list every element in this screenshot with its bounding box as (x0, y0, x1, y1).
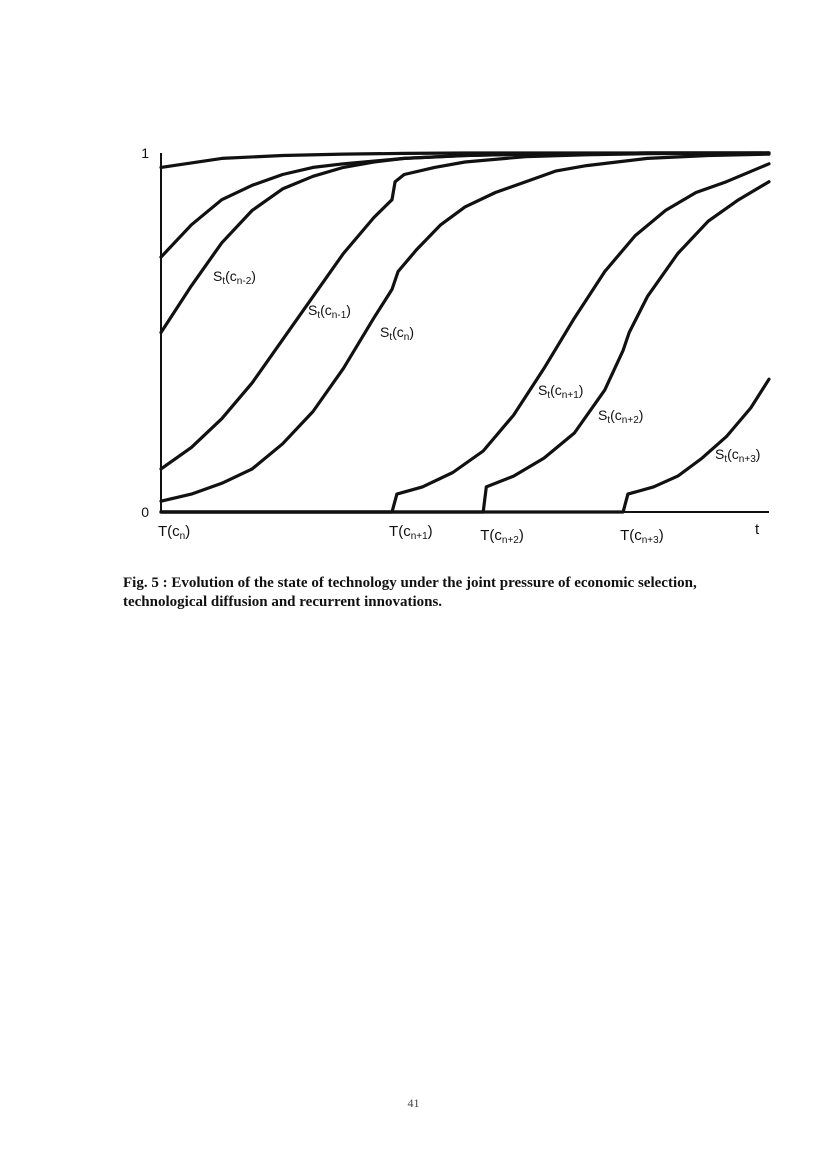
caption-fig-label: Fig. 5 : (123, 575, 172, 591)
series-label-7: $S_t(c_{n+3})$ (715, 446, 761, 465)
series-label-2: $S_t(c_{n-2})$ (213, 268, 256, 287)
x-tick-label-1: $T(c_{n+1})$ (389, 523, 433, 542)
x-tick-label-3: $T(c_{n+3})$ (620, 527, 664, 546)
y-tick-label-1: 1 (141, 145, 149, 161)
figure-chart (0, 0, 827, 560)
series-label-4: $S_t(c_n)$ (380, 324, 415, 343)
series-line-7 (161, 379, 769, 512)
y-tick-labels (141, 145, 149, 520)
chart-series (161, 153, 769, 512)
caption-text: Evolution of the state of technology under the joint pressure of economic selection, technological diffusion and recurrent innovations. (123, 575, 697, 610)
y-tick-label-0: 0 (141, 504, 149, 520)
series-label-3: $S_t(c_{n-1})$ (308, 302, 351, 321)
x-tick-label-0: $T(c_n)$ (158, 523, 191, 542)
series-labels (213, 268, 760, 465)
x-axis-label: t (755, 521, 760, 538)
series-line-2 (161, 153, 769, 333)
x-tick-label-2: $T(c_{n+2})$ (480, 527, 524, 546)
figure-caption (123, 574, 723, 612)
page-number: 41 (407, 1096, 420, 1110)
series-line-4 (161, 154, 769, 501)
series-label-5: $S_t(c_{n+1})$ (538, 382, 584, 401)
x-tick-labels (158, 523, 664, 546)
series-line-5 (161, 164, 769, 512)
series-line-3 (161, 153, 769, 469)
series-label-6: $S_t(c_{n+2})$ (598, 407, 644, 426)
